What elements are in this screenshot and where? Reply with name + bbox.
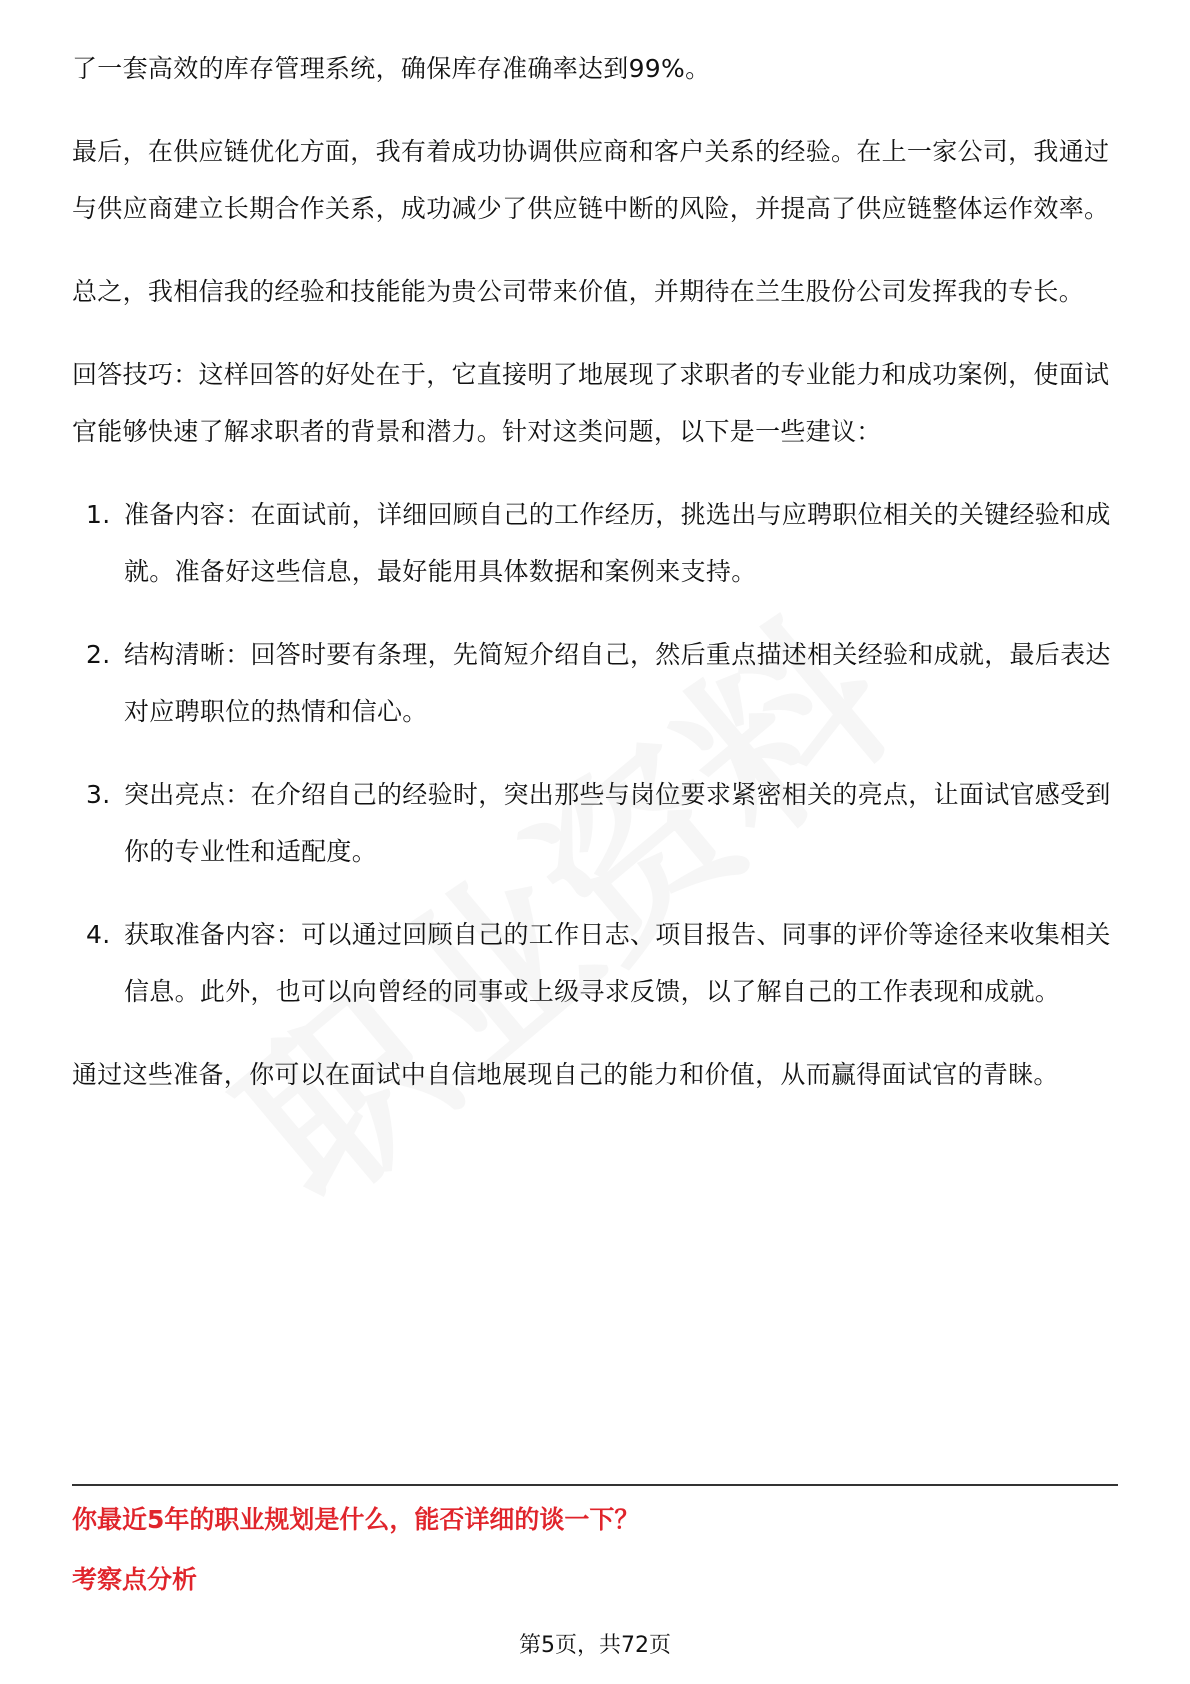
- tips-list: [72, 486, 1118, 1020]
- list-item-text: 结构清晰：回答时要有条理，先简短介绍自己，然后重点描述相关经验和成就，最后表达对应聘职位的热情和信心。: [124, 640, 1111, 726]
- closing-paragraph: 通过这些准备，你可以在面试中自信地展现自己的能力和价值，从而赢得面试官的青睐。: [72, 1060, 1059, 1089]
- page-footer: 第5页，共72页: [519, 1633, 671, 1658]
- list-item-text: 准备内容：在面试前，详细回顾自己的工作经历，挑选出与应聘职位相关的关键经验和成就。准备好这些信息，最好能用具体数据和案例来支持。: [124, 500, 1111, 586]
- list-item-text: 获取准备内容：可以通过回顾自己的工作日志、项目报告、同事的评价等途径来收集相关信息。此外，也可以向曾经的同事或上级寻求反馈，以了解自己的工作表现和成就。: [124, 920, 1111, 1006]
- question-heading: 你最近5年的职业规划是什么，能否详细的谈一下？: [72, 1505, 640, 1534]
- analysis-heading: 考察点分析: [72, 1565, 198, 1594]
- paragraph: 了一套高效的库存管理系统，确保库存准确率达到99%。: [72, 54, 711, 83]
- answer-tips-intro: 回答技巧：这样回答的好处在于，它直接明了地展现了求职者的专业能力和成功案例，使面试官能够快速了解求职者的背景和潜力。针对这类问题，以下是一些建议：: [72, 360, 1110, 446]
- list-item: [72, 766, 1118, 880]
- paragraph: 总之，我相信我的经验和技能能为贵公司带来价值，并期待在兰生股份公司发挥我的专长。: [72, 277, 1085, 306]
- list-item: [72, 906, 1118, 1020]
- list-number: 4.: [86, 920, 111, 949]
- list-number: 2.: [86, 640, 111, 669]
- paragraph: 最后，在供应链优化方面，我有着成功协调供应商和客户关系的经验。在上一家公司，我通过与供应商建立长期合作关系，成功减少了供应链中断的风险，并提高了供应链整体运作效率。: [72, 137, 1110, 223]
- list-item-text: 突出亮点：在介绍自己的经验时，突出那些与岗位要求紧密相关的亮点，让面试官感受到你的专业性和适配度。: [124, 780, 1111, 866]
- list-number: 1.: [86, 500, 111, 529]
- list-number: 3.: [86, 780, 111, 809]
- list-item: [72, 626, 1118, 740]
- list-item: [72, 486, 1118, 600]
- document-body: [72, 40, 1118, 1129]
- section-divider: [72, 1484, 1118, 1486]
